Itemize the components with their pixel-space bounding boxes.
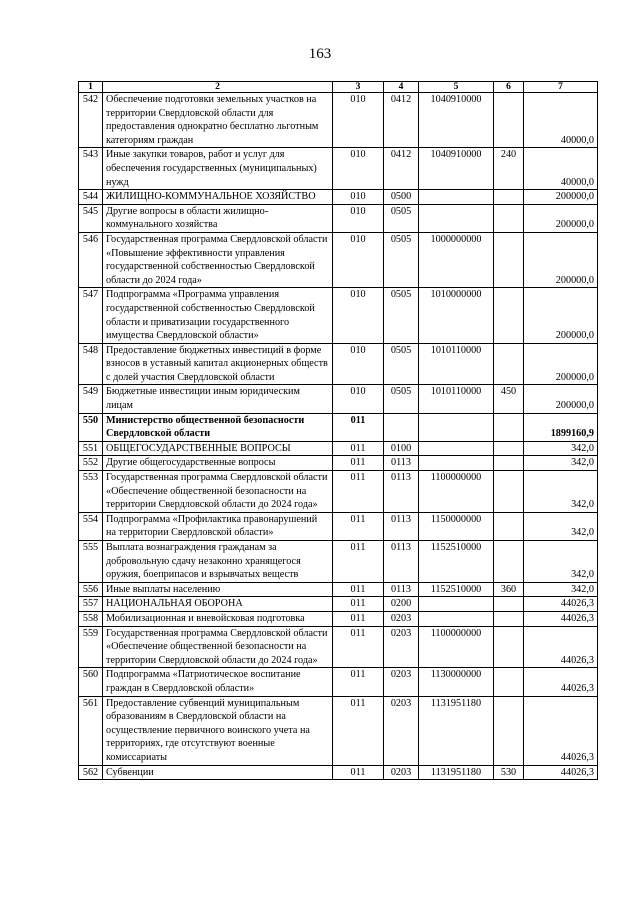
row-amount: 44026,3 — [524, 668, 598, 696]
row-code-ministry: 011 — [333, 512, 384, 540]
row-code-section: 0203 — [384, 626, 419, 668]
row-number: 544 — [79, 190, 103, 205]
row-name: Государственная программа Свердловской области «Обеспечение общественной безопасности на территории Свердловской области до 2024 года» — [103, 471, 333, 513]
row-name: Подпрограмма «Профилактика правонарушений на территории Свердловской области» — [103, 512, 333, 540]
row-code-section: 0100 — [384, 441, 419, 456]
row-code-target: 1040910000 — [419, 93, 494, 148]
row-code-expense-type — [494, 668, 524, 696]
row-code-expense-type — [494, 190, 524, 205]
row-number: 549 — [79, 385, 103, 413]
row-code-section: 0505 — [384, 204, 419, 232]
row-code-section: 0500 — [384, 190, 419, 205]
row-code-ministry: 010 — [333, 93, 384, 148]
row-amount: 342,0 — [524, 582, 598, 597]
row-code-target: 1152510000 — [419, 582, 494, 597]
row-code-target: 1131951180 — [419, 765, 494, 780]
row-code-ministry: 011 — [333, 668, 384, 696]
row-amount: 44026,3 — [524, 696, 598, 765]
row-code-expense-type — [494, 541, 524, 583]
table-row — [79, 597, 598, 612]
row-amount: 342,0 — [524, 456, 598, 471]
row-name: Государственная программа Свердловской области «Повышение эффективности управления государственной собственностью Свердловской области до 2024 года» — [103, 232, 333, 287]
row-code-ministry: 011 — [333, 696, 384, 765]
row-amount: 44026,3 — [524, 765, 598, 780]
row-code-ministry: 011 — [333, 456, 384, 471]
row-code-section: 0505 — [384, 385, 419, 413]
row-code-target: 1130000000 — [419, 668, 494, 696]
row-code-ministry: 011 — [333, 765, 384, 780]
row-code-expense-type — [494, 204, 524, 232]
row-amount: 1899160,9 — [524, 413, 598, 441]
row-code-expense-type — [494, 611, 524, 626]
row-amount: 200000,0 — [524, 385, 598, 413]
row-code-ministry: 011 — [333, 471, 384, 513]
header-cell: 4 — [384, 82, 419, 93]
row-code-expense-type — [494, 626, 524, 668]
row-code-target — [419, 190, 494, 205]
row-code-section: 0113 — [384, 471, 419, 513]
row-number: 557 — [79, 597, 103, 612]
row-amount: 200000,0 — [524, 190, 598, 205]
row-code-section: 0505 — [384, 232, 419, 287]
table-row — [79, 471, 598, 513]
row-code-ministry: 011 — [333, 441, 384, 456]
header-cell: 5 — [419, 82, 494, 93]
row-name: Подпрограмма «Программа управления государственной собственностью Свердловской области и приватизации государственного имущества Свердловской области» — [103, 288, 333, 343]
row-number: 553 — [79, 471, 103, 513]
row-code-section: 0200 — [384, 597, 419, 612]
header-cell: 1 — [79, 82, 103, 93]
table-row — [79, 232, 598, 287]
table-row — [79, 456, 598, 471]
row-amount: 44026,3 — [524, 626, 598, 668]
row-code-ministry: 010 — [333, 148, 384, 190]
row-code-target: 1010110000 — [419, 385, 494, 413]
row-code-target: 1150000000 — [419, 512, 494, 540]
row-name: Субвенции — [103, 765, 333, 780]
row-amount: 342,0 — [524, 512, 598, 540]
row-code-expense-type: 240 — [494, 148, 524, 190]
row-amount: 200000,0 — [524, 232, 598, 287]
row-code-target — [419, 456, 494, 471]
row-amount: 200000,0 — [524, 288, 598, 343]
row-code-expense-type — [494, 512, 524, 540]
row-number: 550 — [79, 413, 103, 441]
row-code-section: 0203 — [384, 696, 419, 765]
row-code-section: 0203 — [384, 668, 419, 696]
row-code-expense-type — [494, 288, 524, 343]
row-code-expense-type: 530 — [494, 765, 524, 780]
row-code-target: 1131951180 — [419, 696, 494, 765]
row-code-ministry: 010 — [333, 190, 384, 205]
row-code-expense-type — [494, 93, 524, 148]
table-row — [79, 413, 598, 441]
row-number: 558 — [79, 611, 103, 626]
row-code-section: 0505 — [384, 288, 419, 343]
row-code-ministry: 011 — [333, 541, 384, 583]
row-name: Другие общегосударственные вопросы — [103, 456, 333, 471]
row-name: Бюджетные инвестиции иным юридическим лицам — [103, 385, 333, 413]
row-name: Государственная программа Свердловской области «Обеспечение общественной безопасности на территории Свердловской области до 2024 года» — [103, 626, 333, 668]
budget-table — [78, 81, 598, 780]
row-name: Иные выплаты населению — [103, 582, 333, 597]
row-name: ОБЩЕГОСУДАРСТВЕННЫЕ ВОПРОСЫ — [103, 441, 333, 456]
table-row — [79, 190, 598, 205]
row-code-ministry: 011 — [333, 582, 384, 597]
row-name: Иные закупки товаров, работ и услуг для обеспечения государственных (муниципальных) нужд — [103, 148, 333, 190]
row-code-expense-type — [494, 471, 524, 513]
table-row — [79, 93, 598, 148]
row-code-expense-type: 360 — [494, 582, 524, 597]
row-code-ministry: 010 — [333, 288, 384, 343]
row-code-ministry: 011 — [333, 611, 384, 626]
row-number: 560 — [79, 668, 103, 696]
table-row — [79, 385, 598, 413]
row-number: 551 — [79, 441, 103, 456]
row-code-expense-type: 450 — [494, 385, 524, 413]
row-code-section: 0203 — [384, 765, 419, 780]
row-name: Подпрограмма «Патриотическое воспитание граждан в Свердловской области» — [103, 668, 333, 696]
header-cell: 6 — [494, 82, 524, 93]
page-number: 163 — [308, 46, 332, 62]
row-code-target: 1040910000 — [419, 148, 494, 190]
row-code-target — [419, 611, 494, 626]
row-code-target: 1100000000 — [419, 626, 494, 668]
row-amount: 44026,3 — [524, 597, 598, 612]
row-name: Другие вопросы в области жилищно-коммунального хозяйства — [103, 204, 333, 232]
row-code-section: 0113 — [384, 456, 419, 471]
row-number: 545 — [79, 204, 103, 232]
row-number: 559 — [79, 626, 103, 668]
row-code-section: 0412 — [384, 148, 419, 190]
header-row — [79, 82, 598, 93]
table-row — [79, 288, 598, 343]
table-row — [79, 441, 598, 456]
row-number: 555 — [79, 541, 103, 583]
row-amount: 200000,0 — [524, 343, 598, 385]
table-row — [79, 765, 598, 780]
row-amount: 40000,0 — [524, 148, 598, 190]
row-name: НАЦИОНАЛЬНАЯ ОБОРОНА — [103, 597, 333, 612]
row-code-expense-type — [494, 413, 524, 441]
row-number: 547 — [79, 288, 103, 343]
row-code-ministry: 010 — [333, 232, 384, 287]
row-amount: 44026,3 — [524, 611, 598, 626]
row-code-expense-type — [494, 441, 524, 456]
row-code-section: 0113 — [384, 541, 419, 583]
table-row — [79, 541, 598, 583]
row-number: 542 — [79, 93, 103, 148]
row-code-target — [419, 204, 494, 232]
row-code-section: 0113 — [384, 512, 419, 540]
row-code-target: 1100000000 — [419, 471, 494, 513]
row-amount: 200000,0 — [524, 204, 598, 232]
header-cell: 7 — [524, 82, 598, 93]
row-number: 548 — [79, 343, 103, 385]
row-number: 543 — [79, 148, 103, 190]
table-row — [79, 696, 598, 765]
table-body — [79, 93, 598, 780]
row-name: Предоставление субвенций муниципальным образованиям в Свердловской области на осуществление первичного воинского учета на территориях, где отсутствуют военные комиссариаты — [103, 696, 333, 765]
header-cell: 3 — [333, 82, 384, 93]
row-number: 546 — [79, 232, 103, 287]
row-amount: 40000,0 — [524, 93, 598, 148]
row-number: 552 — [79, 456, 103, 471]
row-code-expense-type — [494, 597, 524, 612]
row-code-target: 1010000000 — [419, 288, 494, 343]
table-row — [79, 611, 598, 626]
row-number: 554 — [79, 512, 103, 540]
table-row — [79, 582, 598, 597]
row-code-section: 0113 — [384, 582, 419, 597]
row-code-section: 0505 — [384, 343, 419, 385]
row-code-ministry: 010 — [333, 385, 384, 413]
table-row — [79, 626, 598, 668]
row-code-target: 1152510000 — [419, 541, 494, 583]
row-name: Предоставление бюджетных инвестиций в форме взносов в уставный капитал акционерных обществ с долей участия Свердловской области — [103, 343, 333, 385]
row-name: Министерство общественной безопасности Свердловской области — [103, 413, 333, 441]
row-code-target — [419, 441, 494, 456]
row-amount: 342,0 — [524, 441, 598, 456]
row-name: Обеспечение подготовки земельных участков на территории Свердловской области для предоставления однократно бесплатно льготным категориям граждан — [103, 93, 333, 148]
row-code-expense-type — [494, 696, 524, 765]
row-code-section: 0412 — [384, 93, 419, 148]
header-cell: 2 — [103, 82, 333, 93]
table-row — [79, 343, 598, 385]
row-number: 556 — [79, 582, 103, 597]
row-name: ЖИЛИЩНО-КОММУНАЛЬНОЕ ХОЗЯЙСТВО — [103, 190, 333, 205]
row-code-ministry: 011 — [333, 597, 384, 612]
row-code-ministry: 010 — [333, 343, 384, 385]
row-name: Выплата вознаграждения гражданам за добровольную сдачу незаконно хранящегося оружия, боеприпасов и взрывчатых веществ — [103, 541, 333, 583]
table-row — [79, 668, 598, 696]
row-code-target: 1000000000 — [419, 232, 494, 287]
row-code-target — [419, 413, 494, 441]
row-code-ministry: 010 — [333, 204, 384, 232]
row-code-ministry: 011 — [333, 626, 384, 668]
table-row — [79, 204, 598, 232]
row-code-expense-type — [494, 232, 524, 287]
row-code-target — [419, 597, 494, 612]
row-amount: 342,0 — [524, 541, 598, 583]
row-code-target: 1010110000 — [419, 343, 494, 385]
row-number: 561 — [79, 696, 103, 765]
table-row — [79, 512, 598, 540]
row-code-section — [384, 413, 419, 441]
row-code-ministry: 011 — [333, 413, 384, 441]
table-row — [79, 148, 598, 190]
row-number: 562 — [79, 765, 103, 780]
row-code-expense-type — [494, 456, 524, 471]
row-name: Мобилизационная и вневойсковая подготовка — [103, 611, 333, 626]
row-code-expense-type — [494, 343, 524, 385]
row-code-section: 0203 — [384, 611, 419, 626]
row-amount: 342,0 — [524, 471, 598, 513]
